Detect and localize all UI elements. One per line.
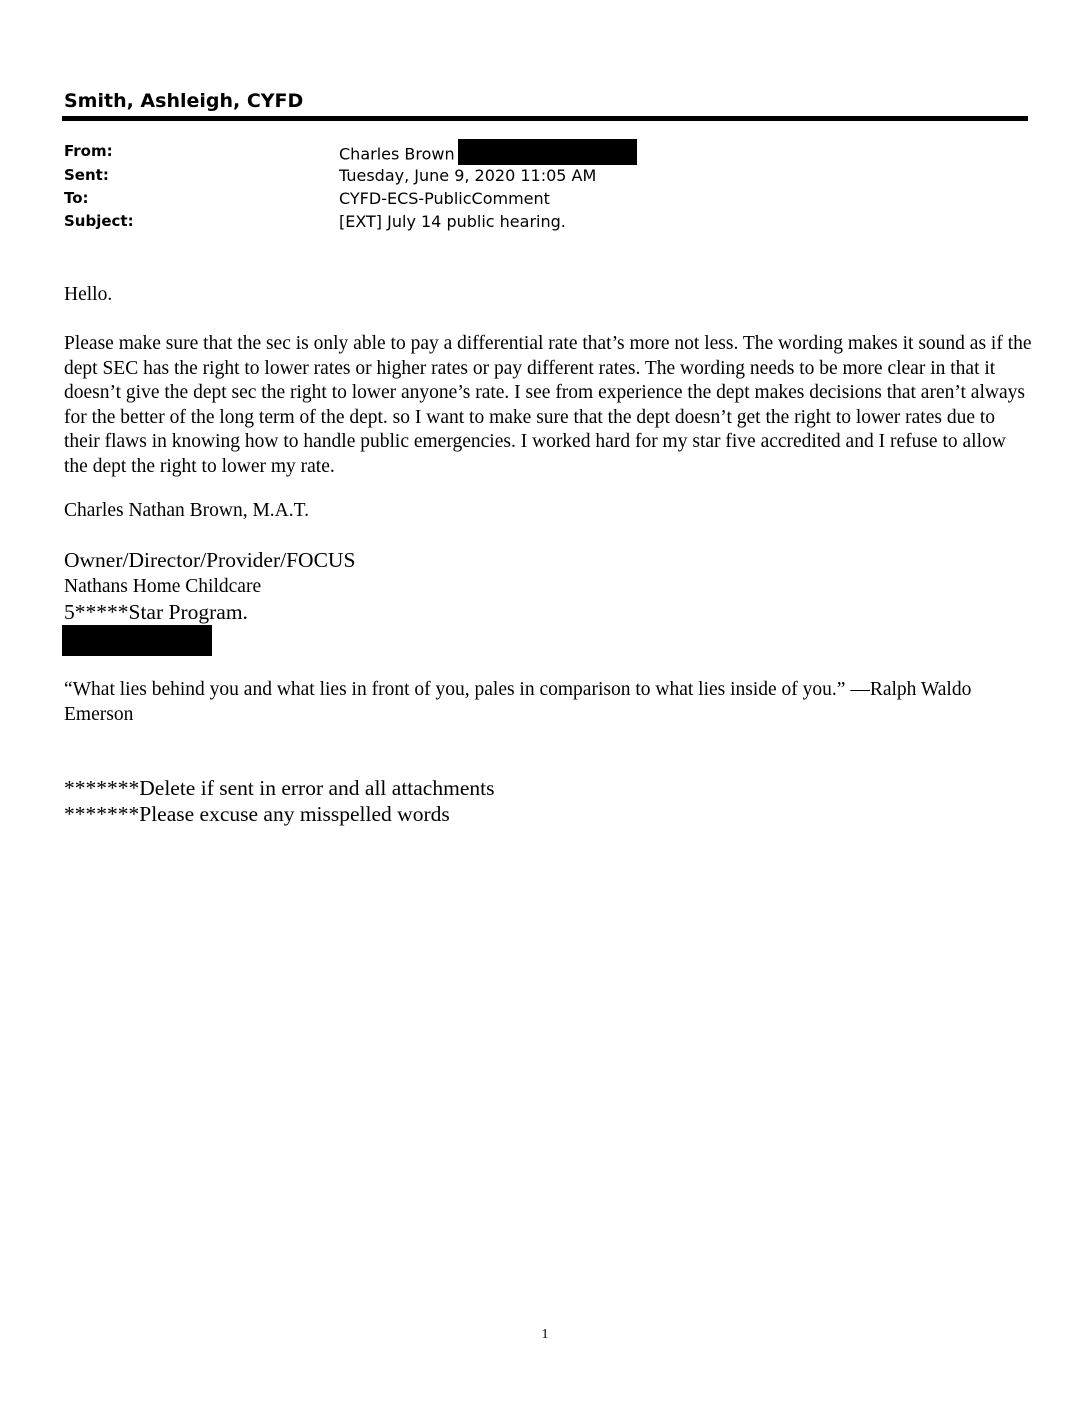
sent-row <box>64 166 1024 190</box>
to-label: To: <box>64 189 89 207</box>
signature-name: Charles Nathan Brown, M.A.T. <box>64 500 309 521</box>
from-value <box>339 142 637 168</box>
subject-label: Subject: <box>64 212 134 230</box>
greeting: Hello. <box>64 284 113 305</box>
header-divider <box>62 116 1028 121</box>
notice-delete: *******Delete if sent in error and all attachments <box>64 776 495 800</box>
signature-organization: Nathans Home Childcare <box>64 576 262 597</box>
redaction-box <box>458 139 637 165</box>
to-value: CYFD-ECS-PublicComment <box>339 189 550 208</box>
body-paragraph: Please make sure that the sec is only able to pay a differential rate that’s more not less. The wording makes it sound as if the dept SEC has the right to lower rates or higher rates or pay different rates. The wording needs to be more clear in that it doesn’t give the dept sec the right to lower anyone’s rate. I see from experience the dept makes decisions that aren’t always for the better of the long term of the dept. so I want to make sure that the dept doesn’t get the right to lower rates due to their flaws in knowing how to handle public emergencies. I worked hard for my star five accredited and I refuse to allow the dept the right to lower my rate. <box>64 333 1032 477</box>
to-row <box>64 189 1024 213</box>
page-number: 1 <box>541 1327 549 1342</box>
subject-value: [EXT] July 14 public hearing. <box>339 212 566 231</box>
from-sender-name: Charles Brown <box>339 144 455 164</box>
signature-redaction-box <box>62 625 212 656</box>
notice-misspelled: *******Please excuse any misspelled words <box>64 802 450 826</box>
from-row <box>64 142 1024 166</box>
sent-value: Tuesday, June 9, 2020 11:05 AM <box>339 166 597 185</box>
signature-quote: “What lies behind you and what lies in front of you, pales in comparison to what lies inside of you.” —Ralph Waldo Emerson <box>64 679 972 725</box>
subject-row <box>64 212 1024 236</box>
signature-program: 5*****Star Program. <box>64 600 248 624</box>
sent-label: Sent: <box>64 166 109 184</box>
mailbox-owner-title: Smith, Ashleigh, CYFD <box>64 90 304 112</box>
signature-title: Owner/Director/Provider/FOCUS <box>64 548 356 572</box>
from-label: From: <box>64 142 113 160</box>
